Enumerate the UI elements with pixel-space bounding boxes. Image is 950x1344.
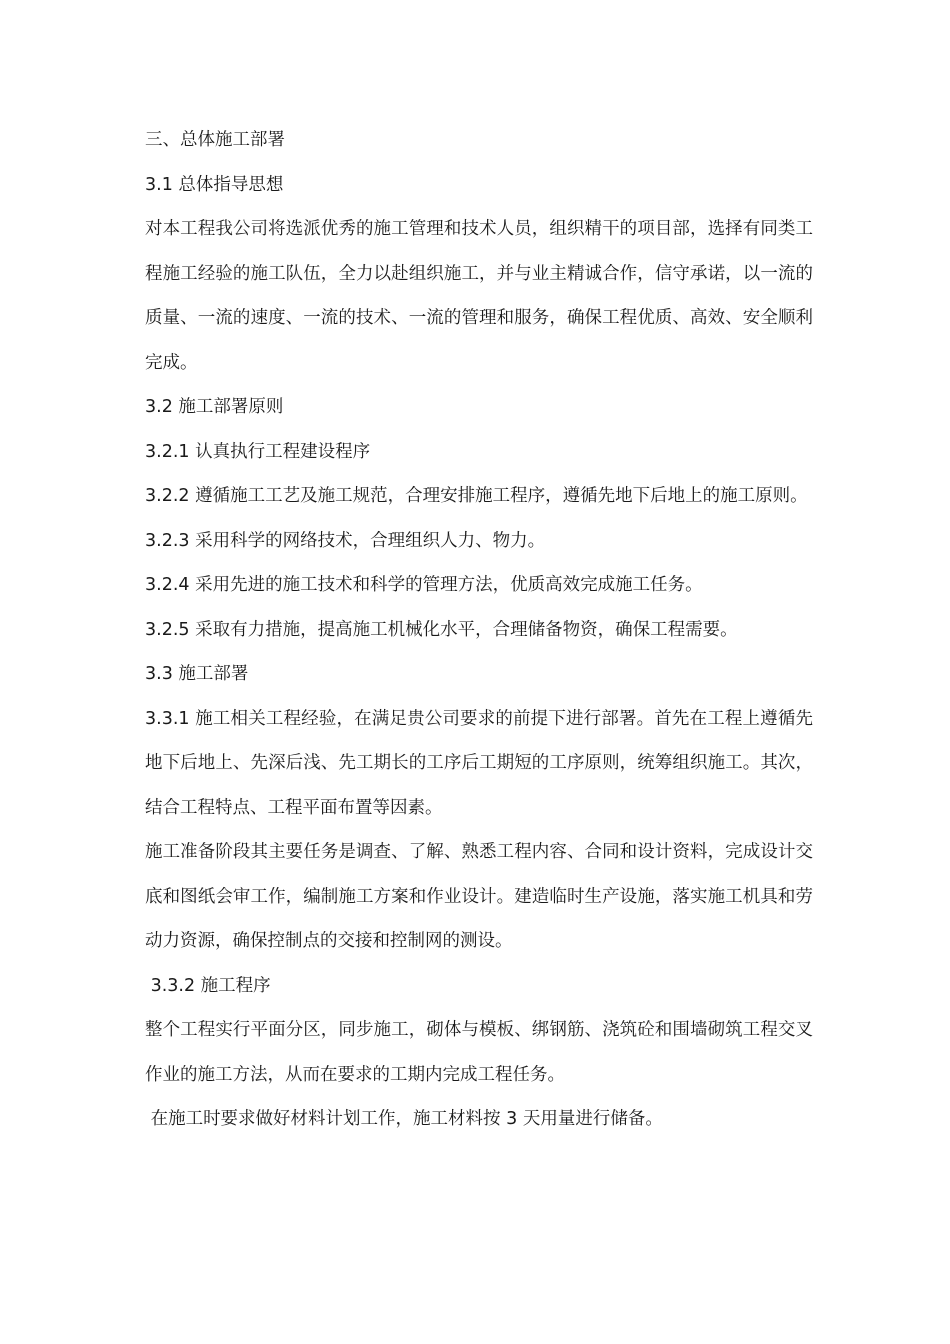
body-paragraph: 3.3.1 施工相关工程经验，在满足贵公司要求的前提下进行部署。首先在工程上遵循先地下后地上、先深后浅、先工期长的工序后工期短的工序原则，统筹组织施工。其次，结合工程特点、工程平面布置等因素。 — [145, 708, 813, 818]
body-paragraph: 在施工时要求做好材料计划工作，施工材料按 3 天用量进行储备。 — [145, 1109, 663, 1129]
list-item: 3.2.2 遵循施工工艺及施工规范，合理安排施工程序，遵循先地下后地上的施工原则。 — [145, 486, 808, 506]
subsection-heading: 3.3.2 施工程序 — [145, 975, 271, 996]
subsection-heading: 3.2 施工部署原则 — [145, 397, 284, 417]
body-paragraph: 整个工程实行平面分区，同步施工，砌体与模板、绑钢筋、浇筑砼和围墙砌筑工程交叉作业的施工方法，从而在要求的工期内完成工程任务。 — [145, 1020, 813, 1085]
list-item: 3.2.1 认真执行工程建设程序 — [145, 441, 371, 462]
document-body — [145, 118, 813, 1142]
body-paragraph: 对本工程我公司将选派优秀的施工管理和技术人员，组织精干的项目部，选择有同类工程施工经验的施工队伍，全力以赴组织施工，并与业主精诚合作，信守承诺，以一流的质量、一流的速度、一流的技术、一流的管理和服务，确保工程优质、高效、安全顺利完成。 — [145, 219, 813, 373]
subsection-heading: 3.1 总体指导思想 — [145, 174, 284, 195]
body-paragraph: 施工准备阶段其主要任务是调查、了解、熟悉工程内容、合同和设计资料，完成设计交底和图纸会审工作，编制施工方案和作业设计。建造临时生产设施，落实施工机具和劳动力资源，确保控制点的交接和控制网的测设。 — [145, 842, 813, 951]
list-item: 3.2.3 采用科学的网络技术，合理组织人力、物力。 — [145, 530, 546, 551]
subsection-heading: 3.3 施工部署 — [145, 664, 249, 684]
section-heading: 三、总体施工部署 — [145, 130, 285, 150]
list-item: 3.2.4 采用先进的施工技术和科学的管理方法，优质高效完成施工任务。 — [145, 575, 703, 595]
list-item: 3.2.5 采取有力措施，提高施工机械化水平，合理储备物资，确保工程需要。 — [145, 619, 738, 640]
